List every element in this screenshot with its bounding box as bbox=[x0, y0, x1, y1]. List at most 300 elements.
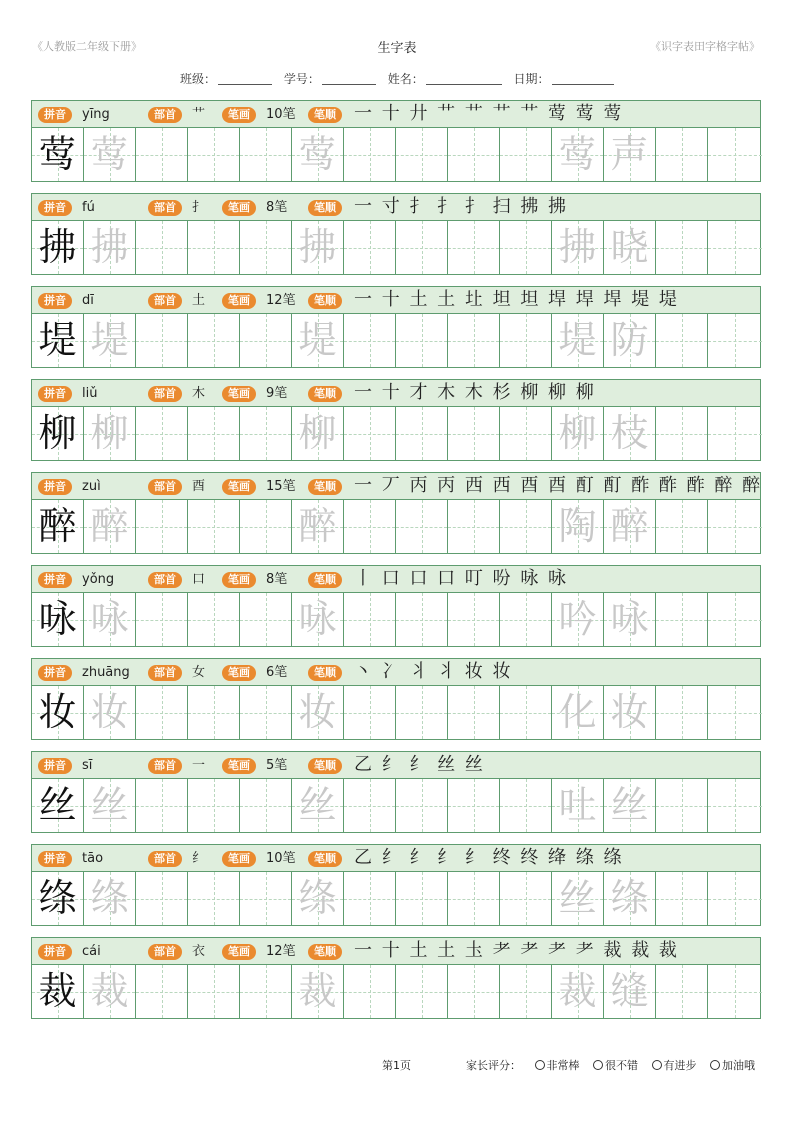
radical-tag: 部首 bbox=[148, 107, 182, 123]
grid-cell[interactable] bbox=[396, 872, 448, 925]
trace-character: 丝 bbox=[90, 783, 129, 827]
trace-character: 拂 bbox=[90, 225, 129, 269]
parent-rating bbox=[466, 1057, 755, 1073]
grid-cell[interactable] bbox=[136, 779, 188, 832]
trace-character: 裁 bbox=[90, 969, 129, 1013]
grid-cell[interactable] bbox=[552, 221, 604, 274]
pinyin-value: zhuāng bbox=[82, 665, 130, 680]
stroke-order-tag: 笔顺 bbox=[308, 293, 342, 309]
grid-cell[interactable] bbox=[32, 779, 84, 832]
stroke-order-tag: 笔顺 bbox=[308, 386, 342, 402]
grid-cell[interactable] bbox=[500, 128, 552, 181]
stroke-count-tag: 笔画 bbox=[222, 572, 256, 588]
character-row bbox=[31, 844, 763, 928]
radical-tag: 部首 bbox=[148, 665, 182, 681]
rating-label: 家长评分： bbox=[466, 1059, 521, 1072]
stroke-order-tag: 笔顺 bbox=[308, 944, 342, 960]
grid-cell[interactable] bbox=[136, 500, 188, 553]
grid-cell[interactable] bbox=[292, 128, 344, 181]
grid-cell[interactable] bbox=[708, 314, 762, 367]
grid-cell[interactable] bbox=[448, 407, 500, 460]
writing-grid bbox=[31, 872, 761, 926]
stroke-order-sequence: 一 丆 丙 丙 西 西 酉 酉 酊 酊 酢 酢 酢 醉 醉 bbox=[354, 475, 763, 496]
radical-value: 纟 bbox=[192, 851, 206, 866]
stroke-order-tag: 笔顺 bbox=[308, 479, 342, 495]
radical-value: 口 bbox=[192, 572, 206, 587]
stroke-count-value: 8笔 bbox=[266, 200, 288, 215]
grid-cell[interactable] bbox=[500, 593, 552, 646]
grid-cell[interactable] bbox=[656, 872, 708, 925]
grid-cell[interactable] bbox=[448, 779, 500, 832]
word-character: 吟 bbox=[558, 597, 597, 641]
model-character: 莺 bbox=[38, 132, 77, 176]
grid-cell[interactable] bbox=[500, 221, 552, 274]
trace-character: 莺 bbox=[90, 132, 129, 176]
grid-cell[interactable] bbox=[188, 965, 240, 1018]
character-row bbox=[31, 100, 763, 184]
grid-cell[interactable] bbox=[292, 965, 344, 1018]
grid-cell[interactable] bbox=[656, 314, 708, 367]
grid-cell[interactable] bbox=[708, 965, 762, 1018]
grid-cell[interactable] bbox=[344, 965, 396, 1018]
grid-cell[interactable] bbox=[344, 221, 396, 274]
grid-cell[interactable] bbox=[32, 221, 84, 274]
grid-cell[interactable] bbox=[136, 593, 188, 646]
grid-cell[interactable] bbox=[396, 407, 448, 460]
word-character: 吐 bbox=[558, 783, 597, 827]
grid-cell[interactable] bbox=[396, 500, 448, 553]
trace-character: 柳 bbox=[298, 411, 337, 455]
radio-circle-icon bbox=[710, 1060, 720, 1070]
grid-cell[interactable] bbox=[396, 965, 448, 1018]
grid-cell[interactable] bbox=[344, 407, 396, 460]
grid-cell[interactable] bbox=[188, 779, 240, 832]
grid-cell[interactable] bbox=[396, 779, 448, 832]
student-info bbox=[180, 70, 622, 87]
stroke-count-tag: 笔画 bbox=[222, 851, 256, 867]
worksheet-title: 《识字表田字格字帖》 bbox=[650, 40, 760, 53]
grid-cell[interactable] bbox=[188, 686, 240, 739]
stroke-order-sequence: 乙 纟 纟 丝 丝 bbox=[354, 754, 485, 775]
pinyin-value: dī bbox=[82, 293, 94, 308]
grid-cell[interactable] bbox=[84, 872, 136, 925]
grid-cell[interactable] bbox=[136, 407, 188, 460]
grid-cell[interactable] bbox=[240, 872, 292, 925]
grid-cell[interactable] bbox=[656, 965, 708, 1018]
radical-tag: 部首 bbox=[148, 293, 182, 309]
grid-cell[interactable] bbox=[136, 128, 188, 181]
pinyin-value: tāo bbox=[82, 851, 104, 866]
word-character: 防 bbox=[610, 318, 649, 362]
grid-cell[interactable] bbox=[396, 221, 448, 274]
grid-cell[interactable] bbox=[708, 593, 762, 646]
grid-cell[interactable] bbox=[656, 500, 708, 553]
radio-circle-icon bbox=[652, 1060, 662, 1070]
character-info-bar bbox=[31, 658, 761, 686]
grid-cell[interactable] bbox=[32, 407, 84, 460]
stroke-count-tag: 笔画 bbox=[222, 944, 256, 960]
grid-cell[interactable] bbox=[500, 779, 552, 832]
stroke-count-tag: 笔画 bbox=[222, 293, 256, 309]
stroke-count-tag: 笔画 bbox=[222, 200, 256, 216]
grid-cell[interactable] bbox=[500, 686, 552, 739]
class-field[interactable] bbox=[180, 70, 272, 87]
grid-cell[interactable] bbox=[656, 221, 708, 274]
word-character: 陶 bbox=[558, 504, 597, 548]
grid-cell[interactable] bbox=[188, 314, 240, 367]
name-field[interactable] bbox=[388, 70, 502, 87]
writing-grid bbox=[31, 314, 761, 368]
grid-cell[interactable] bbox=[656, 593, 708, 646]
grid-cell[interactable] bbox=[136, 314, 188, 367]
grid-cell[interactable] bbox=[500, 314, 552, 367]
grid-cell[interactable] bbox=[552, 779, 604, 832]
character-row bbox=[31, 658, 763, 742]
grid-cell[interactable] bbox=[188, 221, 240, 274]
grid-cell[interactable] bbox=[552, 128, 604, 181]
stroke-order-sequence: 乙 纟 纟 纟 纟 终 终 绛 绦 绦 bbox=[354, 847, 624, 868]
grid-cell[interactable] bbox=[188, 593, 240, 646]
word-character: 绦 bbox=[610, 876, 649, 920]
grid-cell[interactable] bbox=[240, 128, 292, 181]
grid-cell[interactable] bbox=[500, 500, 552, 553]
writing-grid bbox=[31, 407, 761, 461]
grid-cell[interactable] bbox=[552, 500, 604, 553]
grid-cell[interactable] bbox=[396, 686, 448, 739]
writing-grid bbox=[31, 593, 761, 647]
grid-cell[interactable] bbox=[344, 779, 396, 832]
writing-grid bbox=[31, 965, 761, 1019]
stroke-order-sequence: 一 十 土 土 圡 耂 耂 耂 耂 裁 裁 裁 bbox=[354, 940, 679, 961]
class-label: 班级： bbox=[180, 72, 217, 86]
grid-cell[interactable] bbox=[656, 128, 708, 181]
grid-cell[interactable] bbox=[604, 779, 656, 832]
grid-cell[interactable] bbox=[84, 128, 136, 181]
radical-value: 扌 bbox=[192, 200, 206, 215]
grid-cell[interactable] bbox=[32, 965, 84, 1018]
grid-cell[interactable] bbox=[240, 407, 292, 460]
word-character: 声 bbox=[610, 132, 649, 176]
grid-cell[interactable] bbox=[188, 407, 240, 460]
stroke-order-sequence: 一 十 才 木 木 杉 柳 柳 柳 bbox=[354, 382, 596, 403]
radical-tag: 部首 bbox=[148, 572, 182, 588]
grid-cell[interactable] bbox=[32, 128, 84, 181]
grid-cell[interactable] bbox=[292, 314, 344, 367]
name-label: 姓名： bbox=[387, 72, 424, 86]
trace-character: 堤 bbox=[298, 318, 337, 362]
grid-cell[interactable] bbox=[292, 500, 344, 553]
grid-cell[interactable] bbox=[240, 221, 292, 274]
grid-cell[interactable] bbox=[448, 128, 500, 181]
pinyin-tag: 拼音 bbox=[38, 479, 72, 495]
grid-cell[interactable] bbox=[604, 686, 656, 739]
character-row bbox=[31, 937, 763, 1021]
grid-cell[interactable] bbox=[32, 872, 84, 925]
grid-cell[interactable] bbox=[604, 221, 656, 274]
pinyin-value: yīng bbox=[82, 107, 110, 122]
grid-cell[interactable] bbox=[84, 500, 136, 553]
student-number-field[interactable] bbox=[284, 70, 376, 87]
rating-option[interactable]: 加油哦 bbox=[710, 1059, 755, 1072]
trace-character: 丝 bbox=[298, 783, 337, 827]
grid-cell[interactable] bbox=[240, 500, 292, 553]
writing-grid bbox=[31, 128, 761, 182]
stroke-count-value: 12笔 bbox=[266, 944, 296, 959]
grid-cell[interactable] bbox=[552, 965, 604, 1018]
character-row bbox=[31, 565, 763, 649]
character-info-bar bbox=[31, 751, 761, 779]
character-info-bar bbox=[31, 844, 761, 872]
word-character: 裁 bbox=[558, 969, 597, 1013]
grid-cell[interactable] bbox=[292, 407, 344, 460]
pinyin-tag: 拼音 bbox=[38, 386, 72, 402]
model-character: 妆 bbox=[38, 690, 77, 734]
grid-cell[interactable] bbox=[136, 872, 188, 925]
radical-tag: 部首 bbox=[148, 758, 182, 774]
student-number-label: 学号： bbox=[283, 72, 320, 86]
stroke-count-value: 10笔 bbox=[266, 851, 296, 866]
grid-cell[interactable] bbox=[448, 314, 500, 367]
word-character: 丝 bbox=[558, 876, 597, 920]
grid-cell[interactable] bbox=[240, 314, 292, 367]
grid-cell[interactable] bbox=[708, 779, 762, 832]
grid-cell[interactable] bbox=[604, 593, 656, 646]
grid-cell[interactable] bbox=[32, 314, 84, 367]
character-row bbox=[31, 472, 763, 556]
stroke-count-tag: 笔画 bbox=[222, 386, 256, 402]
pinyin-tag: 拼音 bbox=[38, 851, 72, 867]
writing-grid bbox=[31, 779, 761, 833]
date-field[interactable] bbox=[514, 70, 614, 87]
trace-character: 醉 bbox=[298, 504, 337, 548]
word-character: 堤 bbox=[558, 318, 597, 362]
word-character: 缝 bbox=[610, 969, 649, 1013]
grid-cell[interactable] bbox=[240, 686, 292, 739]
grid-cell[interactable] bbox=[604, 500, 656, 553]
character-info-bar bbox=[31, 286, 761, 314]
grid-cell[interactable] bbox=[448, 500, 500, 553]
grid-cell[interactable] bbox=[396, 314, 448, 367]
word-character: 咏 bbox=[610, 597, 649, 641]
grid-cell[interactable] bbox=[500, 872, 552, 925]
word-character: 拂 bbox=[558, 225, 597, 269]
trace-character: 妆 bbox=[298, 690, 337, 734]
grid-cell[interactable] bbox=[448, 686, 500, 739]
grid-cell[interactable] bbox=[552, 407, 604, 460]
grid-cell[interactable] bbox=[552, 314, 604, 367]
word-character: 莺 bbox=[558, 132, 597, 176]
word-character: 晓 bbox=[610, 225, 649, 269]
stroke-order-sequence: 丶 冫 丬 丬 妆 妆 bbox=[354, 661, 513, 682]
grid-cell[interactable] bbox=[344, 686, 396, 739]
grid-cell[interactable] bbox=[292, 221, 344, 274]
stroke-order-sequence: 一 寸 扌 扌 扌 扫 拂 拂 bbox=[354, 196, 569, 217]
character-info-bar bbox=[31, 379, 761, 407]
radical-value: 艹 bbox=[192, 107, 206, 122]
grid-cell[interactable] bbox=[448, 965, 500, 1018]
grid-cell[interactable] bbox=[344, 500, 396, 553]
grid-cell[interactable] bbox=[136, 686, 188, 739]
radical-tag: 部首 bbox=[148, 851, 182, 867]
character-info-bar bbox=[31, 193, 761, 221]
grid-cell[interactable] bbox=[32, 500, 84, 553]
word-character: 柳 bbox=[558, 411, 597, 455]
pinyin-tag: 拼音 bbox=[38, 572, 72, 588]
grid-cell[interactable] bbox=[84, 593, 136, 646]
trace-character: 堤 bbox=[90, 318, 129, 362]
character-row bbox=[31, 751, 763, 835]
radical-value: 女 bbox=[192, 665, 206, 680]
model-character: 拂 bbox=[38, 225, 77, 269]
grid-cell[interactable] bbox=[552, 872, 604, 925]
stroke-count-value: 10笔 bbox=[266, 107, 296, 122]
model-character: 咏 bbox=[38, 597, 77, 641]
pinyin-value: cái bbox=[82, 944, 101, 959]
grid-cell[interactable] bbox=[84, 779, 136, 832]
grid-cell[interactable] bbox=[708, 872, 762, 925]
stroke-order-sequence: 丨 口 口 口 叮 吩 咏 咏 bbox=[354, 568, 569, 589]
grid-cell[interactable] bbox=[552, 686, 604, 739]
model-character: 堤 bbox=[38, 318, 77, 362]
grid-cell[interactable] bbox=[604, 407, 656, 460]
grid-cell[interactable] bbox=[500, 965, 552, 1018]
writing-grid bbox=[31, 686, 761, 740]
grid-cell[interactable] bbox=[32, 686, 84, 739]
radical-tag: 部首 bbox=[148, 944, 182, 960]
grid-cell[interactable] bbox=[84, 221, 136, 274]
grid-cell[interactable] bbox=[84, 314, 136, 367]
writing-grid bbox=[31, 500, 761, 554]
grid-cell[interactable] bbox=[656, 407, 708, 460]
model-character: 绦 bbox=[38, 876, 77, 920]
trace-character: 绦 bbox=[298, 876, 337, 920]
grid-cell[interactable] bbox=[656, 779, 708, 832]
radical-value: 土 bbox=[192, 293, 206, 308]
grid-cell[interactable] bbox=[604, 314, 656, 367]
stroke-count-value: 6笔 bbox=[266, 665, 288, 680]
grid-cell[interactable] bbox=[344, 593, 396, 646]
grid-cell[interactable] bbox=[604, 965, 656, 1018]
grid-cell[interactable] bbox=[292, 593, 344, 646]
stroke-count-value: 5笔 bbox=[266, 758, 288, 773]
pinyin-value: fú bbox=[82, 200, 95, 215]
word-character: 化 bbox=[558, 690, 597, 734]
stroke-order-tag: 笔顺 bbox=[308, 107, 342, 123]
grid-cell[interactable] bbox=[240, 593, 292, 646]
grid-cell[interactable] bbox=[708, 686, 762, 739]
grid-cell[interactable] bbox=[32, 593, 84, 646]
book-title: 《人教版二年级下册》 bbox=[32, 40, 142, 53]
trace-character: 拂 bbox=[298, 225, 337, 269]
character-row bbox=[31, 286, 763, 370]
grid-cell[interactable] bbox=[240, 779, 292, 832]
word-character: 枝 bbox=[610, 411, 649, 455]
stroke-count-tag: 笔画 bbox=[222, 665, 256, 681]
character-info-bar bbox=[31, 565, 761, 593]
stroke-count-tag: 笔画 bbox=[222, 479, 256, 495]
trace-character: 莺 bbox=[298, 132, 337, 176]
grid-cell[interactable] bbox=[604, 872, 656, 925]
word-character: 丝 bbox=[610, 783, 649, 827]
radical-value: 一 bbox=[192, 758, 206, 773]
grid-cell[interactable] bbox=[136, 965, 188, 1018]
stroke-count-tag: 笔画 bbox=[222, 107, 256, 123]
pinyin-tag: 拼音 bbox=[38, 758, 72, 774]
grid-cell[interactable] bbox=[188, 872, 240, 925]
grid-cell[interactable] bbox=[448, 593, 500, 646]
grid-cell[interactable] bbox=[708, 128, 762, 181]
pinyin-value: yǒng bbox=[82, 572, 115, 587]
radical-value: 酉 bbox=[192, 479, 206, 494]
radical-tag: 部首 bbox=[148, 479, 182, 495]
radical-tag: 部首 bbox=[148, 386, 182, 402]
grid-cell[interactable] bbox=[708, 500, 762, 553]
grid-cell[interactable] bbox=[708, 221, 762, 274]
grid-cell[interactable] bbox=[188, 500, 240, 553]
trace-character: 咏 bbox=[90, 597, 129, 641]
grid-cell[interactable] bbox=[240, 965, 292, 1018]
trace-character: 咏 bbox=[298, 597, 337, 641]
grid-cell[interactable] bbox=[188, 128, 240, 181]
grid-cell[interactable] bbox=[344, 314, 396, 367]
grid-cell[interactable] bbox=[396, 128, 448, 181]
stroke-count-value: 9笔 bbox=[266, 386, 288, 401]
grid-cell[interactable] bbox=[84, 965, 136, 1018]
grid-cell[interactable] bbox=[656, 686, 708, 739]
grid-cell[interactable] bbox=[500, 407, 552, 460]
rating-option[interactable]: 有进步 bbox=[652, 1059, 697, 1072]
grid-cell[interactable] bbox=[396, 593, 448, 646]
stroke-order-tag: 笔顺 bbox=[308, 851, 342, 867]
character-info-bar bbox=[31, 472, 761, 500]
stroke-count-value: 8笔 bbox=[266, 572, 288, 587]
character-row bbox=[31, 379, 763, 463]
stroke-order-sequence: 一 十 廾 艹 艹 艹 艹 莺 莺 莺 bbox=[354, 103, 624, 124]
grid-cell[interactable] bbox=[292, 779, 344, 832]
grid-cell[interactable] bbox=[84, 686, 136, 739]
trace-character: 绦 bbox=[90, 876, 129, 920]
model-character: 醉 bbox=[38, 504, 77, 548]
grid-cell[interactable] bbox=[448, 221, 500, 274]
grid-cell[interactable] bbox=[344, 128, 396, 181]
stroke-count-tag: 笔画 bbox=[222, 758, 256, 774]
grid-cell[interactable] bbox=[292, 872, 344, 925]
grid-cell[interactable] bbox=[448, 872, 500, 925]
grid-cell[interactable] bbox=[136, 221, 188, 274]
rating-option[interactable]: 很不错 bbox=[593, 1059, 638, 1072]
trace-character: 醉 bbox=[90, 504, 129, 548]
model-character: 柳 bbox=[38, 411, 77, 455]
grid-cell[interactable] bbox=[708, 407, 762, 460]
model-character: 丝 bbox=[38, 783, 77, 827]
pinyin-tag: 拼音 bbox=[38, 665, 72, 681]
grid-cell[interactable] bbox=[292, 686, 344, 739]
trace-character: 裁 bbox=[298, 969, 337, 1013]
grid-cell[interactable] bbox=[552, 593, 604, 646]
grid-cell[interactable] bbox=[604, 128, 656, 181]
stroke-count-value: 15笔 bbox=[266, 479, 296, 494]
date-label: 日期： bbox=[513, 72, 550, 86]
page-title: 生字表 bbox=[377, 41, 417, 56]
radio-circle-icon bbox=[535, 1060, 545, 1070]
rating-option[interactable]: 非常棒 bbox=[535, 1059, 580, 1072]
pinyin-tag: 拼音 bbox=[38, 107, 72, 123]
character-info-bar bbox=[31, 937, 761, 965]
radio-circle-icon bbox=[593, 1060, 603, 1070]
grid-cell[interactable] bbox=[84, 407, 136, 460]
grid-cell[interactable] bbox=[344, 872, 396, 925]
word-character: 醉 bbox=[610, 504, 649, 548]
